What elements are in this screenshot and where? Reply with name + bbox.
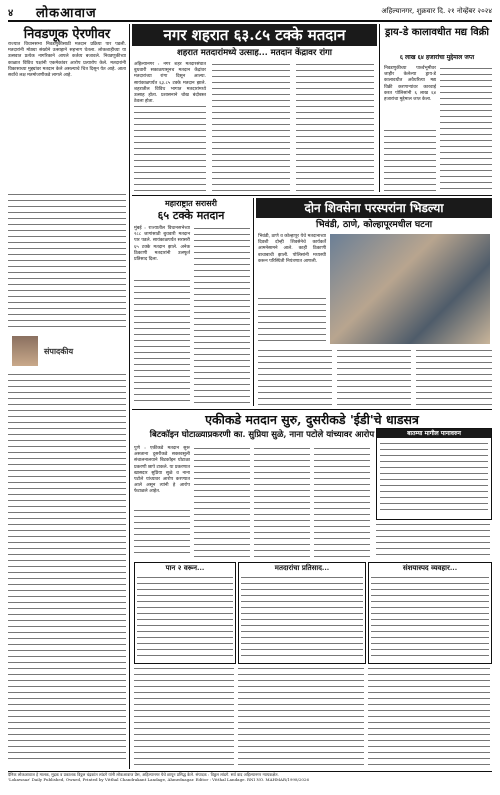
top-right-box: [376, 428, 492, 520]
side-text-col2: [440, 66, 492, 192]
ed-text-col1: [134, 508, 190, 558]
side-subhead: ६ लाख ६४ हजारांचा मुद्देमाल जप्त: [399, 54, 475, 61]
editorial-byline: संपादकीय: [44, 346, 74, 356]
column-divider: [129, 24, 130, 769]
bottom-text-col2: [238, 666, 364, 766]
column-divider-3: [253, 198, 254, 406]
shivsena-text-col1: [258, 296, 326, 344]
editor-photo: [12, 336, 38, 366]
box-voter-response-title: मतदारांचा प्रतिसाद...: [274, 563, 330, 572]
right-col-text: [376, 522, 490, 558]
shivsena-text-col4: [416, 348, 492, 406]
top-right-box-text: [380, 441, 488, 515]
box-suspicious: [368, 562, 492, 664]
lead-text-col3: [296, 62, 374, 192]
ed-subhead: बिटकॉइन घोटाळ्याप्रकरणी का. सुप्रिया सुळे, नाना पटोले यांच्यावर आरोप: [149, 430, 375, 440]
shivsena-body: भिवंडी, ठाणे व कोल्हापूर येथे मतदानाच्या दिवशी दोन्ही शिवसेनेचे कार्यकर्ते आमनेसामने आले. काही ठिकाणी बाचाबाची झाली. पोलिसांनी मध्यस्थी करून परिस्थिती नियंत्रणात आणली.: [258, 234, 328, 264]
editorial-body: राज्यात विधानसभा निवडणुकीसाठी मतदान प्रक्रिया पार पडली. मतदारांनी मोठ्या संख्येने उत्साहाने सहभाग घेतला. लोकशाहीच्या या उत्सवात प्रत्येक नागरिकाने आपले कर्तव्य बजावले. निवडणुकीच्या काळात विविध पक्षांनी एकमेकांवर आरोप प्रत्यारोप केले. मतदारांनी विकासाच्या मुद्द्यांवर मतदान केले असल्याचे चित्र दिसून येत आहे. आता सर्वांचे लक्ष मतमोजणीकडे लागले आहे.: [8, 42, 128, 79]
ed-body: पुणे : एकीकडे मतदान सुरू असताना दुसरीकडे सक्तवसुली संचालनालयाने बिटकॉइन घोटाळा प्रकरणी छापे टाकले. या प्रकरणात खासदार सुप्रिया सुळे व नाना पटोले यांच्यावर आरोप करण्यात आले असून त्यांनी हे आरोप फेटाळले आहेत.: [134, 446, 192, 495]
ed-text-col3: [254, 446, 310, 558]
side-headline: ड्राय-डे कालावधीत मद्य विक्री: [384, 27, 490, 38]
box-suspicious-text: [371, 575, 489, 659]
editorial-text-lines: [8, 192, 126, 332]
lead-headline: नगर शहरात ६३.८५ टक्के मतदान: [132, 24, 377, 46]
box-continued-title: पान २ वरून...: [165, 563, 205, 572]
state-text-col1: [134, 278, 190, 406]
imprint-line-1: दैनिक लोकआवाज हे मालक, मुद्रक व प्रकाशक विठ्ठल चंद्रकांत लांडगे यांनी लोकआवाज प्रेस, अहिल्यानगर येथे छापून प्रसिद्ध केले. संपादक : विठ्ठल लांडगे. सर्व वाद अहिल्यानगर न्यायकक्षेत.: [8, 772, 279, 777]
section-rule: [132, 195, 492, 196]
top-right-box-title: बातम्या मागील पानावरुन: [377, 429, 491, 438]
lead-subhead: शहरात मतदारांमध्ये उत्साह... मतदान केंद्रावर रांगा: [176, 48, 333, 58]
side-text-col1: [384, 128, 436, 192]
shivsena-text-col2: [258, 348, 332, 406]
imprint-footer: [8, 771, 492, 782]
state-text-col2: [194, 226, 250, 406]
box-continued-text: [137, 575, 233, 659]
state-headline: ६५ टक्के मतदान: [157, 209, 225, 222]
shivsena-text-col3: [337, 348, 411, 406]
state-body: मुंबई : राज्यातील विधानसभेच्या २८८ जागांसाठी बुधवारी मतदान पार पडले. सायंकाळपर्यंत सरासरी ६५ टक्के मतदान झाले. अनेक ठिकाणी मतदारांनी उत्स्फूर्त प्रतिसाद दिला.: [134, 226, 192, 263]
lead-text-col2: [212, 62, 290, 192]
shivsena-headline: दोन शिवसेना परस्परांना भिडल्या: [256, 198, 492, 218]
box-voter-response-text: [241, 575, 363, 659]
box-suspicious-title: संशयास्पद व्यवहार...: [402, 563, 458, 572]
ed-text-col4: [314, 446, 370, 558]
shivsena-subhead: भिवंडी, ठाणे, कोल्हापूरमधील घटना: [315, 220, 433, 230]
editorial-column: [8, 24, 126, 769]
ed-text-col2: [194, 446, 250, 558]
page-number: ४: [8, 8, 14, 19]
editorial-text-lines-2: [8, 372, 126, 764]
bottom-text-col3: [368, 666, 490, 766]
box-voter-response: [238, 562, 366, 664]
side-body: निवडणुकीच्या पार्श्वभूमीवर जाहीर केलेल्या ड्राय-डे कालावधीत अवैधरित्या मद्य विक्री करणाऱ्यांवर कारवाई करत पोलिसांनी ६ लाख ६४ हजारांचा मुद्देमाल जप्त केला.: [384, 66, 438, 103]
ed-headline: एकीकडे मतदान सुरु, दुसरीकडे 'ईडी'चे धाडसत्र: [205, 412, 419, 427]
state-kicker: महाराष्ट्रात सरासरी: [164, 198, 218, 208]
editorial-title: निवडणूक ऐरणीवर: [23, 27, 111, 42]
column-divider-2: [379, 24, 380, 192]
issue-date: अहिल्यानगर, शुक्रवार दि. २१ नोव्हेंबर २०२४: [381, 7, 492, 15]
box-continued: [134, 562, 236, 664]
imprint-line-2: 'Lokawaaz' Daily Published, Owned, Printed by Vitthal Chandrakant Landage, Ahmednagar. Editor : Vitthal Landage. RNI NO. MAHMAR/1998/2026: [8, 777, 310, 782]
newspaper-logo: लोकआवाज: [36, 6, 97, 21]
election-crowd-photo: [330, 234, 490, 344]
lead-text-col1: [134, 104, 206, 192]
section-rule-2: [132, 409, 492, 410]
lead-body: अहिल्यानगर : नगर शहर मतदारसंघात बुधवारी सकाळपासूनच मतदान केंद्रांवर मतदारांच्या रांगा दिसून आल्या. सायंकाळपर्यंत ६३.८५ टक्के मतदान झाले. शहरातील विविध भागात मतदारांमध्ये उत्साह होता. प्रशासनाने चोख बंदोबस्त ठेवला होता.: [134, 62, 208, 105]
editorial-byline-block: [8, 332, 126, 372]
masthead: [8, 4, 492, 22]
bottom-text-col1: [134, 666, 234, 766]
